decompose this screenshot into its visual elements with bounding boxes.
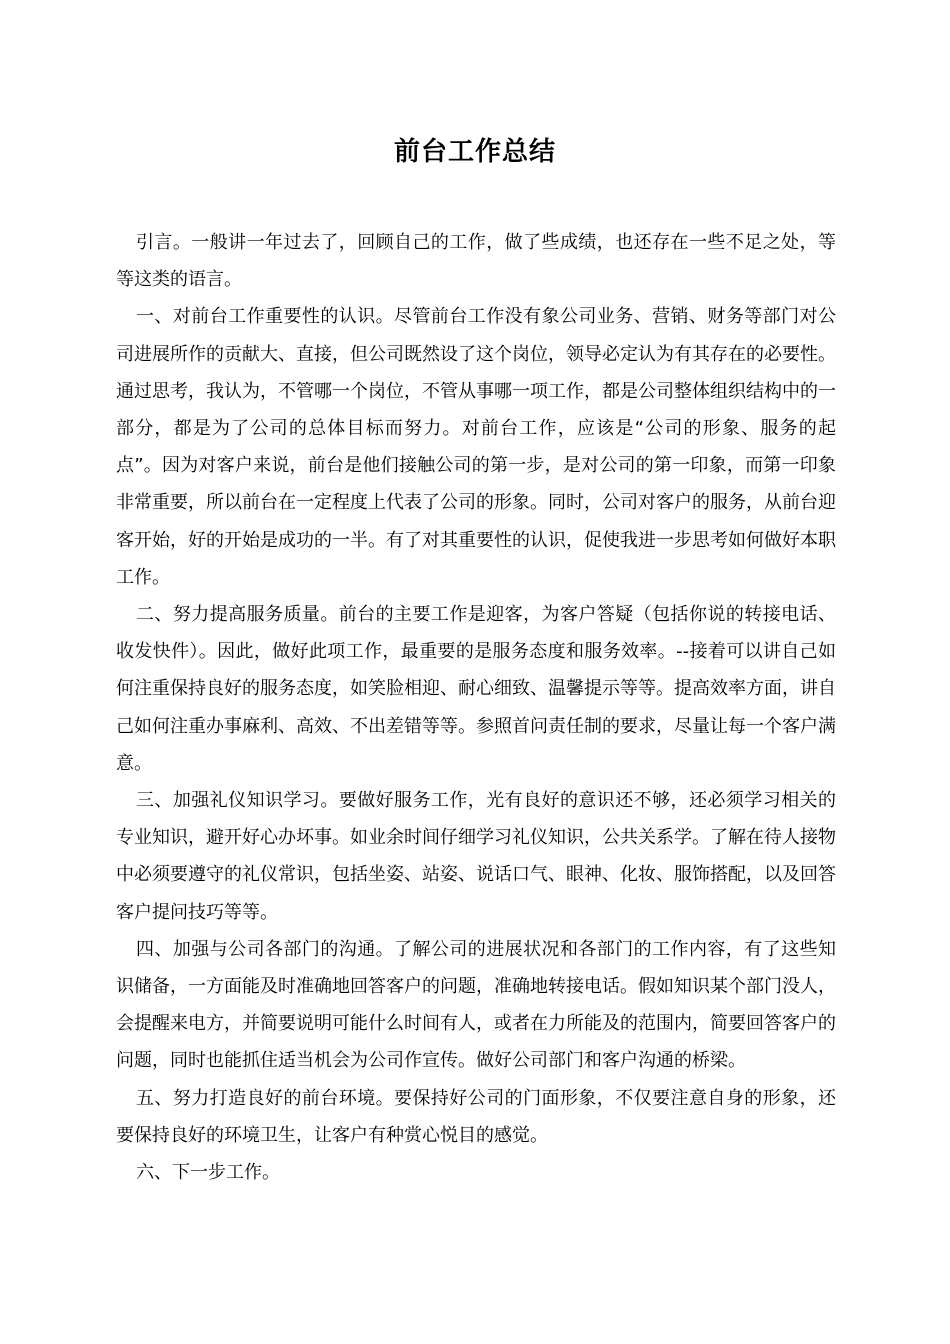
paragraph-section-3: 三、加强礼仪知识学习。要做好服务工作，光有良好的意识还不够，还必须学习相关的专业知识，避开好心办坏事。如业余时间仔细学习礼仪知识，公共关系学。了解在待人接物中必须要遵守的礼仪常识，包括坐姿、站姿、说话口气、眼神、化妆、服饰搭配，以及回答客户提问技巧等等。: [116, 790, 836, 923]
document-body: [116, 224, 836, 1191]
paragraph-section-1: 一、对前台工作重要性的认识。尽管前台工作没有象公司业务、营销、财务等部门对公司进展所作的贡献大、直接，但公司既然设了这个岗位，领导必定认为有其存在的必要性。通过思考，我认为，不管哪一个岗位，不管从事哪一项工作，都是公司整体组织结构中的一部分，都是为了公司的总体目标而努力。对前台工作，应该是“公司的形象、服务的起点”。因为对客户来说，前台是他们接触公司的第一步，是对公司的第一印象，而第一印象非常重要，所以前台在一定程度上代表了公司的形象。同时，公司对客户的服务，从前台迎客开始，好的开始是成功的一半。有了对其重要性的认识，促使我进一步思考如何做好本职工作。: [116, 306, 836, 588]
paragraph-section-2: 二、努力提高服务质量。前台的主要工作是迎客，为客户答疑（包括你说的转接电话、收发快件）。因此，做好此项工作，最重要的是服务态度和服务效率。--接着可以讲自己如何注重保持良好的服务态度，如笑脸相迎、耐心细致、温馨提示等等。提高效率方面，讲自己如何注重办事麻利、高效、不出差错等等。参照首问责任制的要求，尽量让每一个客户满意。: [116, 604, 836, 774]
paragraph-section-5: 五、努力打造良好的前台环境。要保持好公司的门面形象，不仅要注意自身的形象，还要保持良好的环境卫生，让客户有种赏心悦目的感觉。: [116, 1087, 836, 1146]
paragraph-intro: 引言。一般讲一年过去了，回顾自己的工作，做了些成绩，也还存在一些不足之处，等等这类的语言。: [116, 232, 836, 291]
document-title: 前台工作总结: [393, 137, 556, 167]
paragraph-section-6: 六、下一步工作。: [136, 1162, 280, 1184]
paragraph-section-4: 四、加强与公司各部门的沟通。了解公司的进展状况和各部门的工作内容，有了这些知识储备，一方面能及时准确地回答客户的问题，准确地转接电话。假如知识某个部门没人，会提醒来电方，并简要说明可能什么时间有人，或者在力所能及的范围内，简要回答客户的问题，同时也能抓住适当机会为公司作宣传。做好公司部门和客户沟通的桥梁。: [116, 938, 836, 1072]
